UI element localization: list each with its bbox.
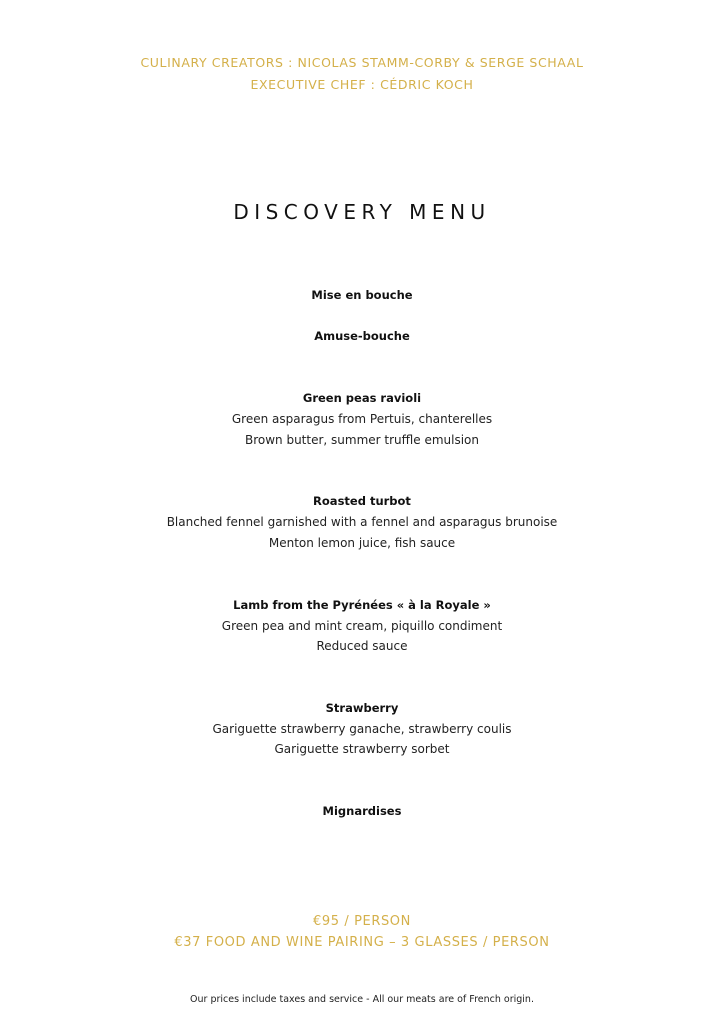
course-description: Gariguette strawberry ganache, strawberry coulis: [212, 721, 512, 736]
course-description: Green asparagus from Pertuis, chanterelles: [231, 412, 493, 426]
course-name: Mise en bouche: [311, 288, 413, 302]
menu-title: DISCOVERY MENU: [233, 200, 491, 224]
footnote: Our prices include taxes and service - All our meats are of French origin.: [190, 994, 534, 1005]
course-description: Reduced sauce: [316, 639, 408, 653]
course-name: Strawberry: [325, 701, 399, 715]
course-name: Roasted turbot: [313, 494, 411, 508]
course-name: Amuse-bouche: [314, 329, 410, 343]
executive-chef-line: EXECUTIVE CHEF : CÉDRIC KOCH: [250, 77, 474, 92]
course-description: Brown butter, summer truffle emulsion: [244, 432, 479, 447]
culinary-creators-line: CULINARY CREATORS : NICOLAS STAMM-CORBY & SERGE SCHAAL: [140, 55, 584, 70]
price-per-person: €95 / PERSON: [313, 914, 411, 929]
course-name: Lamb from the Pyrénées « à la Royale »: [233, 598, 491, 612]
course-description: Menton lemon juice, fish sauce: [268, 535, 456, 550]
course-description: Gariguette strawberry sorbet: [274, 742, 450, 756]
course-name: Green peas ravioli: [302, 391, 422, 405]
course-description: Green pea and mint cream, piquillo condiment: [221, 618, 503, 633]
course-description: Blanched fennel garnished with a fennel and asparagus brunoise: [166, 515, 558, 529]
wine-pairing-price: €37 FOOD AND WINE PAIRING – 3 GLASSES / PERSON: [174, 935, 550, 950]
course-name: Mignardises: [322, 804, 402, 818]
